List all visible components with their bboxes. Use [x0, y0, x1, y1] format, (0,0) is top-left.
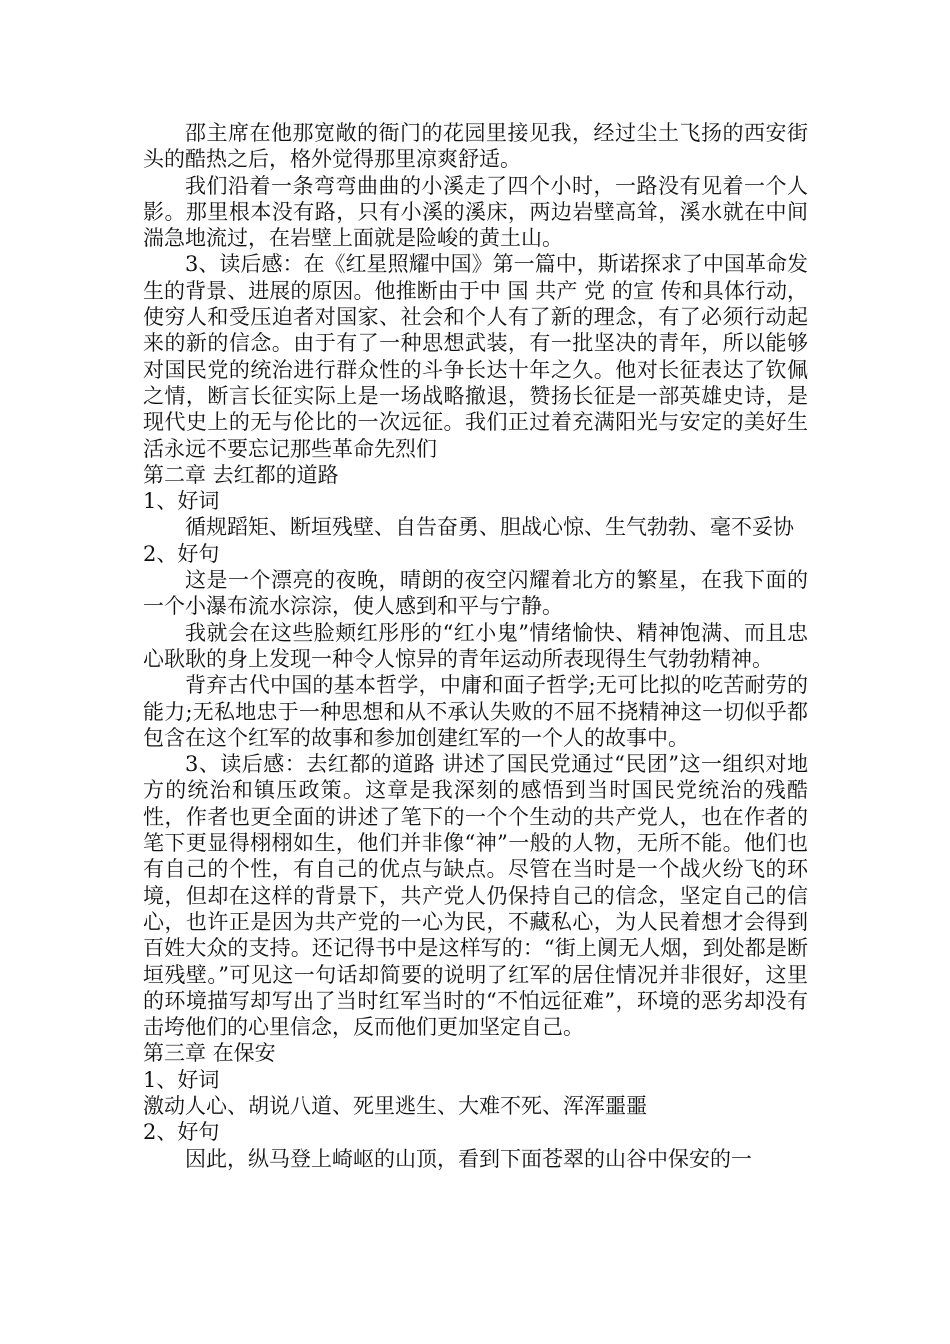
chapter-2-sentence-red-kids: 我就会在这些脸颊红彤彤的“红小鬼”情绪愉快、精神饱满、而且忠心耿耿的身上发现一种令人惊异的青年运动所表现得生气勃勃精神。: [143, 620, 808, 671]
chapter-3-good-sentences-heading: 2、好句: [143, 1120, 220, 1145]
paragraph-walking-stream: 我们沿着一条弯弯曲曲的小溪走了四个小时，一路没有见着一个人影。那里根本没有路，只有小溪的溪床，两边岩壁高耸，溪水就在中间湍急地流过，在岩壁上面就是险峻的黄土山。: [143, 173, 808, 251]
chapter-3-good-words-heading: 1、好词: [143, 1067, 220, 1092]
chapter-3-good-words: 激动人心、胡说八道、死里逃生、大难不死、浑浑噩噩: [143, 1093, 647, 1118]
chapter-2-reflection: 3、读后感：去红都的道路 讲述了国民党通过“民团”这一组织对地方的统治和镇压政策。这章是我深刻的感悟到当时国民党统治的残酷性，作者也更全面的讲述了笔下的一个个生动的共产党人，也在作者的笔下更显得栩栩如生，他们并非像“神”一般的人物，无所不能。他们也有自己的个性，有自己的优点与缺点。尽管在当时是一个战火纷飞的环境，但却在这样的背景下，共产党人仍保持自己的信念，坚定自己的信心，也许正是因为共产党的一心为民，不藏私心，为人民着想才会得到百姓大众的支持。还记得书中是这样写的：“街上阒无人烟，到处都是断垣残壁。”可见这一句话却简要的说明了红军的居住情况并非很好，这里的环境描写却写出了当时红军当时的“不怕远征难”，环境的恶劣却没有击垮他们的心里信念，反而他们更加坚定自己。: [143, 752, 808, 1040]
chapter-2-good-words-heading: 1、好词: [143, 489, 220, 514]
chapter-2-title: 第二章 去红都的道路: [143, 462, 339, 487]
chapter-2-sentence-philosophy: 背弃古代中国的基本哲学，中庸和面子哲学;无可比拟的吃苦耐劳的能力;无私地忠于一种思想和从不承认失败的不屈不挠精神这一切似乎都包含在这个红军的故事和参加创建红军的一个人的故事中。: [143, 673, 808, 750]
paragraph-reflection-chapter-1: 3、读后感：在《红星照耀中国》第一篇中，斯诺探求了中国革命发生的背景、进展的原因。他推断由于中 国 共产 党 的宣 传和具体行动，使穷人和受压迫者对国家、社会和个人有了新的理念，有了必须行动起来的新的信念。由于有了一种思想武装，有一批坚决的青年，所以能够对国民党的统治进行群众性的斗争长达十年之久。他对长征表达了钦佩之情，断言长征实际上是一场战略撤退，赞扬长征是一部英雄史诗，是现代史上的无与伦比的一次远征。我们正过着充满阳光与安定的美好生活永远不要忘记那些革命先烈们: [143, 252, 808, 461]
paragraph-meeting-chairman: 邵主席在他那宽敞的衙门的花园里接见我，经过尘土飞扬的西安街头的酷热之后，格外觉得那里凉爽舒适。: [143, 121, 808, 172]
chapter-3-sentence-baoan: 因此，纵马登上崎岖的山顶，看到下面苍翠的山谷中保安的一: [185, 1146, 752, 1171]
document-page: [143, 120, 808, 1172]
chapter-3-title: 第三章 在保安: [143, 1041, 276, 1066]
chapter-2-good-words: 循规蹈矩、断垣残壁、自告奋勇、胆战心惊、生气勃勃、毫不妥协: [185, 515, 794, 540]
chapter-2-sentence-night: 这是一个漂亮的夜晚，晴朗的夜空闪耀着北方的繁星，在我下面的一个小瀑布流水淙淙，使人感到和平与宁静。: [143, 568, 808, 619]
chapter-2-good-sentences-heading: 2、好句: [143, 541, 220, 566]
